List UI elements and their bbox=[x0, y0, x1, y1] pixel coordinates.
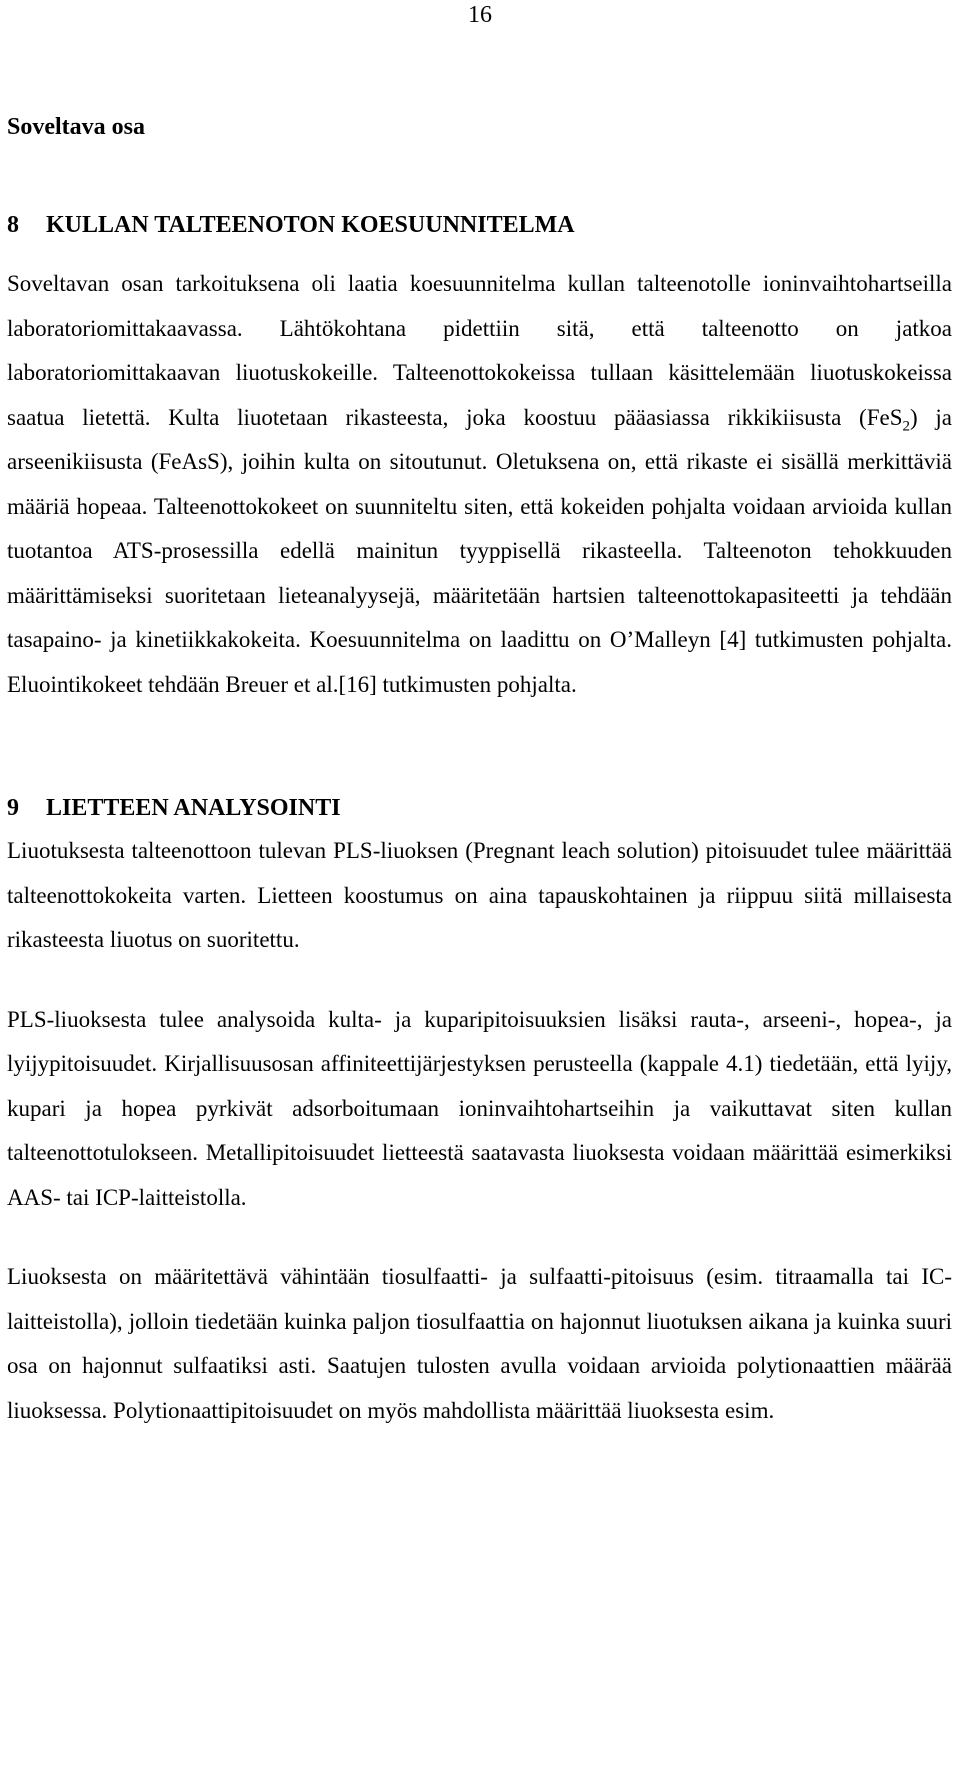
page-number: 16 bbox=[468, 2, 492, 28]
paragraph-text: Soveltavan osan tarkoituksena oli laatia koesuunnitelma kullan talteenotolle ioninvaihtohartseilla laboratoriomittakaavassa. Lähtökohtana pidettiin sitä, että talteenotto on jatkoa laboratoriomittakaavan liuotuskokeille. Talteenottokokeissa tullaan käsittelemään liuotuskokeissa saatua lietettä. Kulta liuotetaan rikasteesta, joka koostuu pääasiassa rikkikiisusta (FeS bbox=[7, 271, 952, 430]
paragraph: PLS-liuoksesta tulee analysoida kulta- ja kuparipitoisuuksien lisäksi rauta-, arseeni-, hopea-, ja lyijypitoisuudet. Kirjallisuusosan affiniteettijärjestyksen perusteella (kappale 4.1) tiedetään, että lyijy, kupari ja hopea pyrkivät adsorboitumaan ioninvaihtohartseihin ja vaikuttavat siten kullan talteenottotulokseen. Metallipitoisuudet lietteestä saatavasta liuoksesta voidaan määrittää esimerkiksi AAS- tai ICP-laitteistolla. bbox=[7, 1006, 952, 1210]
paragraph-text: ) ja arseenikiisusta (FeAsS), joihin kulta on sitoutunut. Oletuksena on, että rikaste ei sisällä merkittäviä määriä hopeaa. Talteenottokokeet on suunniteltu siten, että kokeiden pohjalta voidaan arvioida kullan tuotantoa ATS-prosessilla edellä mainitun tyyppisellä rikasteella. Talteenoton tehokkuuden määrittämiseksi suoritetaan lieteanalyysejä, määritetään hartsien talteenottokapasiteetti ja tehdään tasapaino- ja kinetiikkakokeita. Koesuunnitelma on laadittu on O’Malleyn [4] tutkimusten pohjalta. Eluointikokeet tehdään Breuer et al.[16] tutkimusten pohjalta. bbox=[7, 404, 952, 697]
chapter-title: KULLAN TALTEENOTON KOESUUNNITELMA bbox=[46, 212, 575, 238]
paragraph bbox=[7, 262, 952, 707]
section-title: Soveltava osa bbox=[7, 114, 145, 140]
chapter-title: LIETTEEN ANALYSOINTI bbox=[46, 795, 341, 821]
paragraph: Liuoksesta on määritettävä vähintään tiosulfaatti- ja sulfaatti-pitoisuus (esim. titraamalla tai IC-laitteistolla), jolloin tiedetään kuinka paljon tiosulfaattia on hajonnut liuotuksen aikana ja kuinka suuri osa on hajonnut sulfaatiksi asti. Saatujen tulosten avulla voidaan arvioida polytionaattien määrää liuoksessa. Polytionaattipitoisuudet on myös mahdollista määrittää liuoksesta esim. bbox=[7, 1264, 952, 1423]
chapter-number: 9 bbox=[7, 795, 19, 821]
chapter-heading-8 bbox=[7, 210, 952, 240]
chapter-number: 8 bbox=[7, 212, 19, 238]
document-body bbox=[7, 112, 952, 1433]
paragraph: Liuotuksesta talteenottoon tulevan PLS-liuoksen (Pregnant leach solution) pitoisuudet tulee määrittää talteenottokokeita varten. Lietteen koostumus on aina tapauskohtainen ja riippuu siitä millaisesta rikasteesta liuotus on suoritettu. bbox=[7, 838, 952, 952]
chapter-heading-9 bbox=[7, 793, 952, 823]
subscript: 2 bbox=[902, 418, 910, 435]
